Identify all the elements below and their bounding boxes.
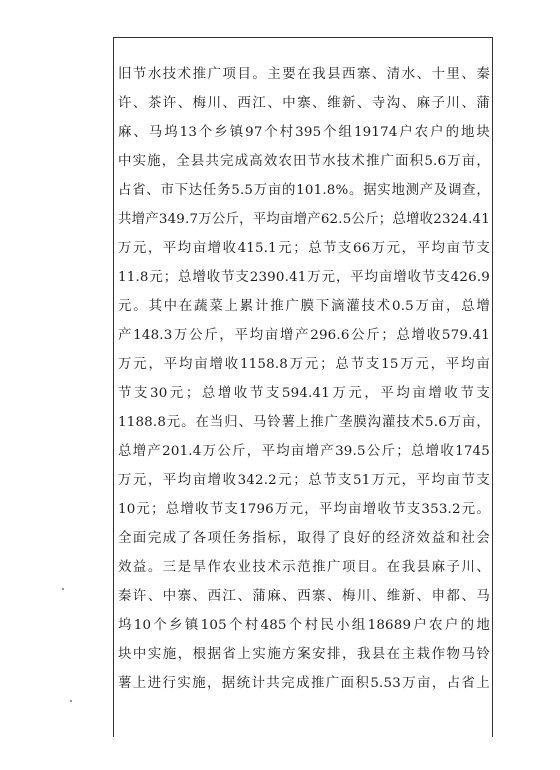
text-line: 中实施，全县共完成高效农田节水技术推广面积5.6万亩， — [118, 154, 490, 169]
body-text — [118, 60, 490, 698]
text-line: 块中实施，根据省上实施方案安排，我县在主栽作物马铃 — [118, 647, 490, 662]
text-line: 产148.3万公斤，平均亩增产296.6公斤；总增收579.41 — [118, 328, 490, 343]
text-line: 旧节水技术推广项目。主要在我县西寨、清水、十里、秦 — [118, 67, 490, 82]
text-line: 11.8元；总增收节支2390.41万元，平均亩增收节支426.9 — [118, 270, 490, 285]
text-line: 全面完成了各项任务指标，取得了良好的经济效益和社会 — [118, 531, 490, 546]
text-line: 占省、市下达任务5.5万亩的101.8%。据实地测产及调查， — [118, 183, 490, 198]
text-line: 效益。三是旱作农业技术示范推广项目。在我县麻子川、 — [118, 560, 490, 575]
text-line: 万元，平均亩增收1158.8万元；总节支15万元，平均亩 — [118, 357, 490, 372]
text-line: 共增产349.7万公斤，平均亩增产62.5公斤；总增收2324.41 — [118, 212, 490, 227]
text-line: 万元，平均亩增收342.2元；总节支51万元，平均亩节支 — [118, 473, 490, 488]
text-line: 薯上进行实施，据统计共完成推广面积5.53万亩，占省上 — [118, 676, 490, 691]
text-line: 节支30元；总增收节支594.41万元，平均亩增收节支 — [118, 386, 490, 401]
text-line: 麻、马坞13个乡镇97个村395个组19174户农户的地块 — [118, 125, 490, 140]
text-line: 1188.8元。在当归、马铃薯上推广垄膜沟灌技术5.6万亩， — [118, 415, 490, 430]
text-line: 秦许、中寨、西江、蒲麻、西寨、梅川、维新、申都、马 — [118, 589, 490, 604]
text-line: 总增产201.4万公斤，平均亩增产39.5公斤；总增收1745 — [118, 444, 490, 459]
text-line: 10元；总增收节支1796万元，平均亩增收节支353.2元。 — [118, 502, 490, 517]
text-line: 万元，平均亩增收415.1元；总节支66万元，平均亩节支 — [118, 241, 490, 256]
text-line: 元。其中在蔬菜上累计推广膜下滴灌技术0.5万亩，总增 — [118, 299, 490, 314]
scan-speck — [70, 700, 72, 702]
scan-speck — [62, 588, 64, 590]
text-line: 许、茶许、梅川、西江、中寨、维新、寺沟、麻子川、蒲 — [118, 96, 490, 111]
text-line: 坞10个乡镇105个村485个村民小组18689户农户的地 — [118, 618, 490, 633]
